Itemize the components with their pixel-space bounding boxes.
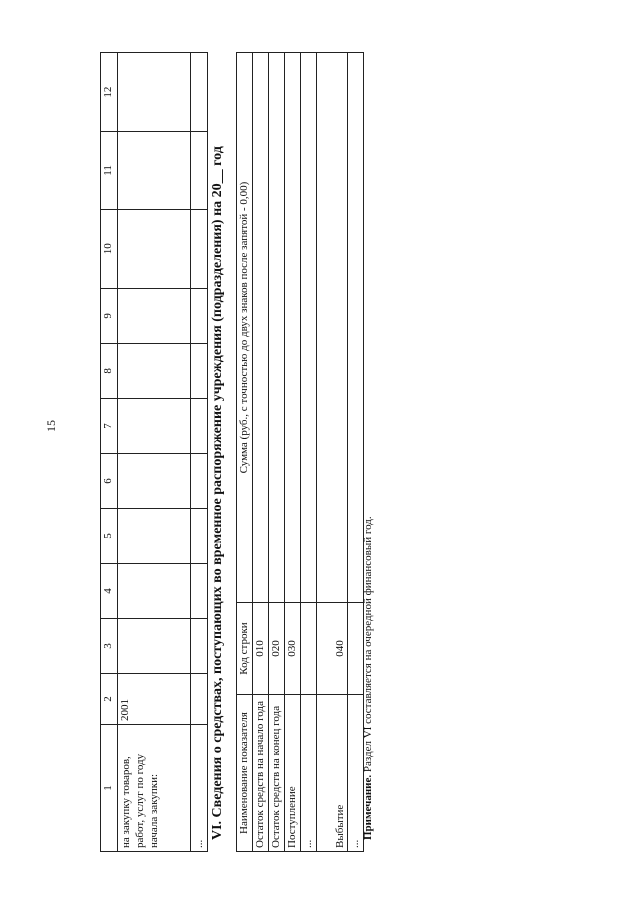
table-row xyxy=(285,53,301,852)
cell xyxy=(191,343,208,398)
column-number-row xyxy=(101,53,118,852)
row-code xyxy=(191,674,208,725)
rotated-sheet xyxy=(100,52,400,852)
page-number-text: 15 xyxy=(44,420,58,432)
cell xyxy=(191,563,208,618)
row-name: Остаток средств на начало года xyxy=(253,695,269,852)
row-amount xyxy=(317,53,348,603)
cell xyxy=(191,53,208,132)
row-name: Поступление xyxy=(285,695,301,852)
note xyxy=(362,52,374,852)
cell xyxy=(118,398,191,453)
row-code: 010 xyxy=(253,603,269,695)
row-code: 2001 xyxy=(118,674,191,725)
col-num: 4 xyxy=(101,563,118,618)
cell xyxy=(191,132,208,209)
table-row xyxy=(317,53,348,852)
page-number xyxy=(44,420,59,432)
row-amount xyxy=(301,53,317,603)
col-num: 9 xyxy=(101,288,118,343)
section-title: VI. Сведения о средствах, поступающих во временное распоряжение учреждения (подразделения) на 20__ год xyxy=(210,146,225,840)
cell xyxy=(118,618,191,673)
col-num: 7 xyxy=(101,398,118,453)
purchases-table xyxy=(100,52,208,852)
col-num: 5 xyxy=(101,508,118,563)
cell xyxy=(191,209,208,288)
table-row xyxy=(118,53,191,852)
cell xyxy=(191,453,208,508)
row-label: на закупку товаров, работ, услуг по году начала закупки: xyxy=(118,725,191,852)
row-code: 040 xyxy=(317,603,348,695)
row-amount xyxy=(285,53,301,603)
cell xyxy=(191,398,208,453)
cell xyxy=(118,53,191,132)
cell xyxy=(191,508,208,563)
row-code: 020 xyxy=(269,603,285,695)
row-code: 030 xyxy=(285,603,301,695)
cell xyxy=(118,288,191,343)
col-num: 12 xyxy=(101,53,118,132)
col-num: 3 xyxy=(101,618,118,673)
row-label: ... xyxy=(191,725,208,852)
cell xyxy=(118,343,191,398)
row-name: ... xyxy=(301,695,317,852)
cell xyxy=(118,563,191,618)
col-num: 6 xyxy=(101,453,118,508)
col-num: 1 xyxy=(101,725,118,852)
row-name: ... xyxy=(348,695,364,852)
header-name: Наименование показателя xyxy=(237,695,253,852)
table-row xyxy=(253,53,269,852)
header-code: Код строки xyxy=(237,603,253,695)
table-row xyxy=(191,53,208,852)
row-amount xyxy=(253,53,269,603)
funds-table xyxy=(236,52,364,852)
table-row xyxy=(269,53,285,852)
col-num: 2 xyxy=(101,674,118,725)
cell xyxy=(118,453,191,508)
cell xyxy=(191,288,208,343)
row-code xyxy=(301,603,317,695)
header-row xyxy=(237,53,253,852)
table-row xyxy=(301,53,317,852)
cell xyxy=(118,209,191,288)
col-num: 8 xyxy=(101,343,118,398)
row-name: Выбытие xyxy=(317,695,348,852)
col-num: 11 xyxy=(101,132,118,209)
header-amount: Сумма (руб., с точностью до двух знаков после запятой - 0,00) xyxy=(237,53,253,603)
cell xyxy=(118,508,191,563)
note-text: Раздел VI составляется на очередной финансовый год. xyxy=(362,516,374,775)
row-amount xyxy=(269,53,285,603)
col-num: 10 xyxy=(101,209,118,288)
cell xyxy=(118,132,191,209)
row-name: Остаток средств на конец года xyxy=(269,695,285,852)
note-label: Примечание. xyxy=(362,774,374,840)
cell xyxy=(191,618,208,673)
